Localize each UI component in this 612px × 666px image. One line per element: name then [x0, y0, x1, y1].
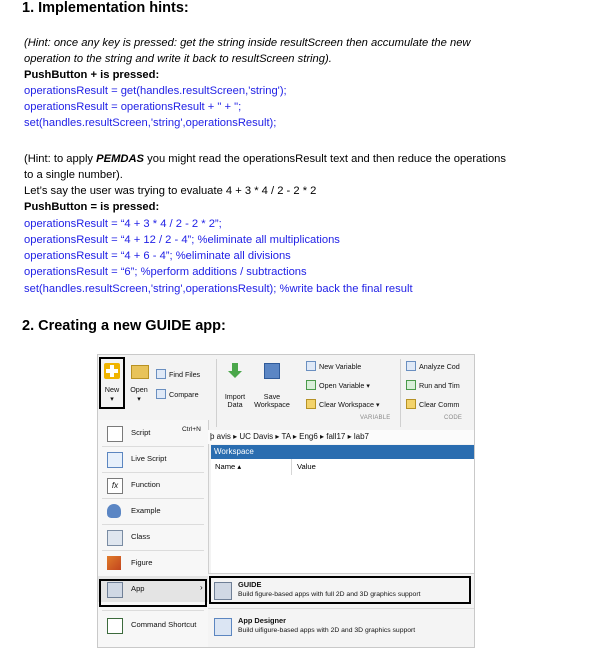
class-icon	[107, 530, 123, 546]
compare-button[interactable]: Compare	[156, 389, 199, 399]
code-line: operationsResult = get(handles.resultScreen,'string');	[24, 85, 287, 97]
analyze-code-icon	[406, 361, 416, 371]
figure-icon	[107, 556, 121, 570]
menu-item-command-shortcut[interactable]: Command Shortcut	[98, 612, 208, 638]
workspace-table-body	[211, 475, 474, 575]
code-line: operationsResult = operationsResult + " + ";	[24, 101, 242, 113]
workspace-table-header	[211, 459, 474, 476]
new-plus-icon	[104, 363, 120, 379]
menu-item-app-designer[interactable]	[208, 612, 474, 642]
save-workspace-button[interactable]: Save Workspace	[254, 392, 290, 409]
matlab-screenshot	[97, 354, 475, 648]
find-files-icon	[156, 369, 166, 379]
shortcut-label: Ctrl+N	[182, 426, 201, 433]
hint-paragraph-2-line-1: (Hint: to apply PEMDAS you might read the operationsResult text and then reduce the operations	[24, 153, 506, 165]
submenu-arrow-icon: ›	[200, 583, 203, 592]
live-script-icon	[107, 452, 123, 468]
menu-item-app[interactable]: App ›	[98, 576, 208, 602]
app-designer-title: App Designer	[238, 616, 287, 625]
section-heading-guide: 2. Creating a new GUIDE app:	[22, 318, 226, 334]
find-files-button[interactable]: Find Files	[156, 369, 200, 379]
clear-commands-icon	[406, 399, 416, 409]
guide-title: GUIDE	[238, 580, 262, 589]
analyze-code-button[interactable]: Analyze Cod	[406, 361, 460, 371]
equals-button-label: PushButton = is pressed:	[24, 201, 160, 213]
menu-item-figure[interactable]: Figure	[98, 550, 208, 576]
function-icon: fx	[107, 478, 123, 494]
example-line: Let’s say the user was trying to evaluate 4 + 3 * 4 / 2 - 2 * 2	[24, 185, 317, 197]
breadcrumb[interactable]: þ avis ▸ UC Davis ▸ TA ▸ Eng6 ▸ fall17 ▸ lab7	[208, 430, 475, 444]
open-variable-icon	[306, 380, 316, 390]
clear-workspace-button[interactable]: Clear Workspace ▾	[306, 399, 380, 409]
plus-button-label: PushButton + is pressed:	[24, 69, 160, 81]
compare-icon	[156, 389, 166, 399]
section-heading-hints: 1. Implementation hints:	[22, 0, 189, 16]
command-shortcut-icon	[107, 618, 123, 634]
menu-item-class[interactable]: Class	[98, 524, 208, 550]
section-label-code: CODE	[444, 415, 463, 421]
new-variable-icon	[306, 361, 316, 371]
guide-description: Build figure-based apps with full 2D and 3D graphics support	[238, 591, 421, 598]
menu-item-script[interactable]: Script Ctrl+N	[98, 420, 208, 446]
code-line: set(handles.resultScreen,'string',operationsResult); %write back the final result	[24, 283, 413, 295]
app-submenu	[208, 573, 474, 648]
code-line: operationsResult = “4 + 12 / 2 - 4”; %eliminate all multiplications	[24, 234, 340, 246]
column-header-name[interactable]: Name ▴	[215, 462, 242, 471]
clear-workspace-icon	[306, 399, 316, 409]
menu-item-function[interactable]: fx Function	[98, 472, 208, 498]
example-icon	[107, 504, 121, 518]
column-header-value[interactable]: Value	[297, 462, 316, 471]
script-icon	[107, 426, 123, 442]
hint-paragraph-1-line-2: operation to the string and write it back to resultScreen string).	[24, 53, 332, 65]
code-line: operationsResult = “4 + 3 * 4 / 2 - 2 * 2”;	[24, 218, 222, 230]
code-line: operationsResult = “4 + 6 - 4”; %eliminate all divisions	[24, 250, 291, 262]
hint-paragraph-1-line-1: (Hint: once any key is pressed: get the string inside resultScreen then accumulate the new	[24, 37, 471, 49]
toolbar-divider	[400, 359, 401, 427]
open-folder-icon	[131, 365, 149, 379]
app-item-highlight	[99, 579, 207, 607]
menu-item-live-script[interactable]: Live Script	[98, 446, 208, 472]
clear-commands-button[interactable]: Clear Comm	[406, 399, 459, 409]
run-and-time-icon	[406, 380, 416, 390]
import-data-button[interactable]: Import Data	[224, 392, 246, 409]
section-label-variable: VARIABLE	[360, 415, 391, 421]
workspace-panel-title: Workspace	[211, 445, 474, 459]
new-variable-button[interactable]: New Variable	[306, 361, 361, 371]
save-workspace-icon	[264, 363, 280, 379]
open-variable-button[interactable]: Open Variable ▾	[306, 380, 370, 390]
code-line: operationsResult = “6”; %perform additions / subtractions	[24, 266, 307, 278]
toolbar-divider	[216, 359, 217, 427]
menu-item-guide[interactable]	[208, 576, 474, 606]
new-dropdown-menu	[98, 420, 209, 647]
new-button[interactable]: New ▾	[104, 385, 120, 403]
run-and-time-button[interactable]: Run and Tim	[406, 380, 460, 390]
app-designer-description: Build uifigure-based apps with 2D and 3D graphics support	[238, 627, 416, 634]
open-button[interactable]: Open ▾	[130, 385, 148, 403]
import-data-icon	[228, 363, 242, 379]
code-line: set(handles.resultScreen,'string',operationsResult);	[24, 117, 277, 129]
menu-item-example[interactable]: Example	[98, 498, 208, 524]
hint-paragraph-2-line-2: to a single number).	[24, 169, 123, 181]
pemdas-emphasis: PEMDAS	[96, 153, 145, 165]
